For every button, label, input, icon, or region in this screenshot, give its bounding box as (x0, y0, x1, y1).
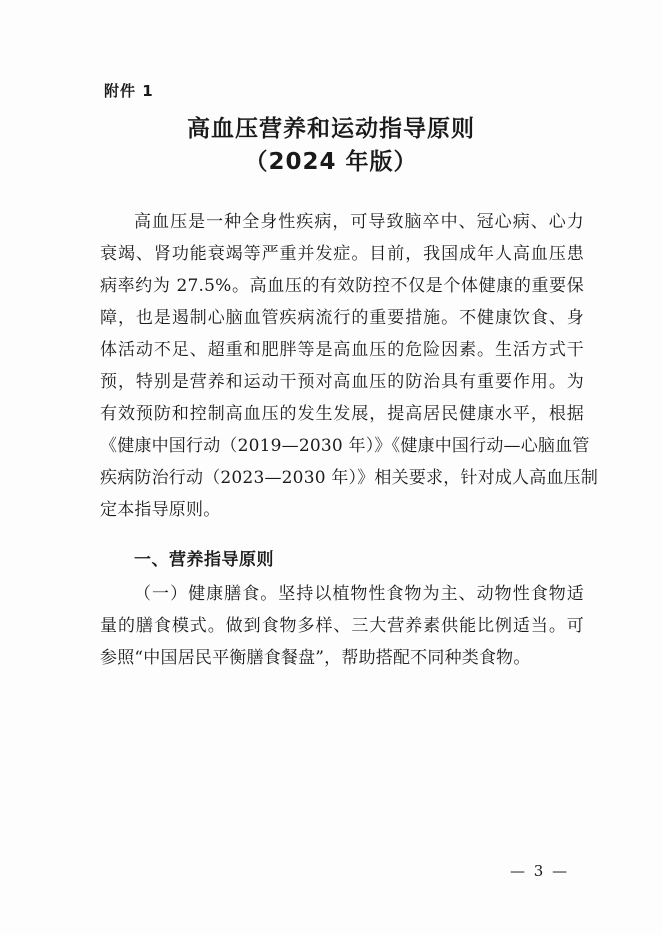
attachment-label: 附件 1 (104, 82, 154, 100)
paragraph-line: 障，也是遏制心脑血管疾病流行的重要措施。不健康饮食、身 (100, 308, 584, 328)
paragraph-line: 定本指导原则。 (100, 500, 221, 520)
document-title: 高血压营养和运动指导原则 (187, 116, 475, 142)
paragraph-line: 疾病防治行动（2023—2030 年）》相关要求，针对成人高血压制 (100, 468, 599, 488)
intro-paragraph (100, 206, 599, 526)
paragraph-line: （一）健康膳食。坚持以植物性食物为主、动物性食物适 (134, 584, 584, 604)
paragraph-line: 参照“中国居民平衡膳食餐盘”，帮助搭配不同种类食物。 (100, 648, 531, 668)
paragraph-line: 体活动不足、超重和肥胖等是高血压的危险因素。生活方式干 (100, 340, 584, 360)
paragraph-line: 衰竭、肾功能衰竭等严重并发症。目前，我国成年人高血压患 (100, 244, 584, 264)
paragraph-line: 《健康中国行动（2019—2030 年）》《健康中国行动—心脑血管 (100, 436, 590, 456)
paragraph-line: 有效预防和控制高血压的发生发展，提高居民健康水平，根据 (100, 404, 584, 424)
paragraph-line: 病率约为 27.5%。高血压的有效防控不仅是个体健康的重要保 (100, 276, 584, 296)
paragraph-line: 预，特别是营养和运动干预对高血压的防治具有重要作用。为 (100, 372, 584, 392)
paragraph-line: 高血压是一种全身性疾病，可导致脑卒中、冠心病、心力 (134, 212, 584, 232)
document-subtitle: （2024 年版） (244, 149, 418, 175)
page-number: — 3 — (510, 862, 570, 880)
section-heading: 一、营养指导原则 (134, 550, 274, 570)
diet-paragraph (100, 578, 584, 674)
paragraph-line: 量的膳食模式。做到食物多样、三大营养素供能比例适当。可 (100, 616, 584, 636)
